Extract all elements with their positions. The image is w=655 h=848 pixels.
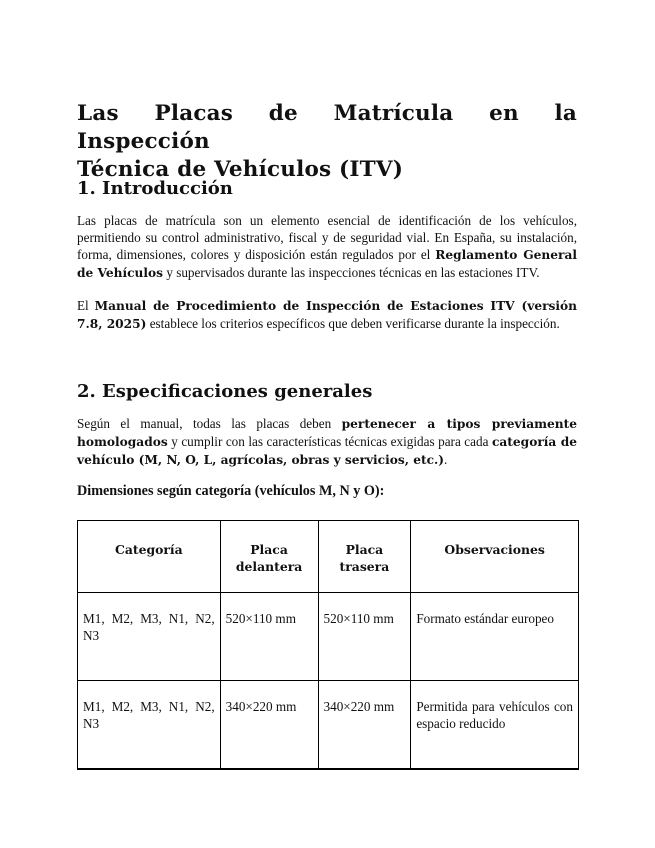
intro-p2-bold-1: Manual de Procedimiento de Inspección de Estaciones ITV (versión 7.8, 2025) [77, 299, 577, 331]
specs-paragraph [77, 415, 577, 469]
intro-p2-text-2: establece los criterios específicos que deben verificarse durante la inspección. [146, 316, 560, 331]
table-row [78, 681, 579, 770]
dimensions-table [77, 520, 579, 770]
table-cell: 520×110 mm [220, 593, 318, 681]
intro-p1-text-1: Las placas de matrícula son un elemento esencial de identificación de los vehículos, permitiendo su control administrativo, fiscal y de seguridad vial. En España, su instalación, forma, dimensiones, colores y disposición están regulados por el [77, 213, 577, 262]
intro-p2-text-1: El [77, 298, 95, 313]
specs-p-text-2: y cumplir con las características técnicas exigidas para cada [167, 434, 492, 449]
table-row [78, 593, 579, 681]
specs-p-text-3: . [444, 452, 448, 467]
table-cell: Formato estándar europeo [411, 593, 579, 681]
table-header-cell: Placa delantera [220, 521, 318, 593]
table-cell: 340×220 mm [318, 681, 411, 770]
table-cell: 520×110 mm [318, 593, 411, 681]
page-title [77, 100, 577, 184]
specs-p-text-1: Según el manual, todas las placas deben [77, 416, 342, 431]
table-cell: 340×220 mm [220, 681, 318, 770]
table-cell: Permitida para vehículos con espacio reducido [411, 681, 579, 770]
table-header-cell: Placa trasera [318, 521, 411, 593]
intro-p1-text-2: y supervisados durante las inspecciones técnicas en las estaciones ITV. [163, 265, 540, 280]
dimensions-subheading: Dimensiones según categoría (vehículos M, N y O): [77, 483, 385, 499]
specs-p-bold-2: categoría de vehículo (M, N, O, L, agrícolas, obras y servicios, etc.) [77, 435, 577, 467]
specs-p-bold-1: pertenecer a tipos previamente homologados [77, 417, 577, 449]
page-title-line2: Técnica de Vehículos (ITV) [77, 157, 404, 182]
intro-paragraph-1 [77, 212, 577, 282]
table-header-row [78, 521, 579, 593]
table-cell: M1, M2, M3, N1, N2, N3 [78, 681, 221, 770]
table-header-cell: Observaciones [411, 521, 579, 593]
table-cell: M1, M2, M3, N1, N2, N3 [78, 593, 221, 681]
table-header-cell: Categoría [78, 521, 221, 593]
section-heading-introduction: 1. Introducción [77, 178, 233, 199]
section-heading-specifications: 2. Especificaciones generales [77, 381, 373, 402]
intro-p1-bold-1: Reglamento General de Vehículos [77, 248, 577, 280]
intro-paragraph-2 [77, 297, 577, 333]
page-title-line1: Las Placas de Matrícula en la Inspección [77, 101, 577, 154]
